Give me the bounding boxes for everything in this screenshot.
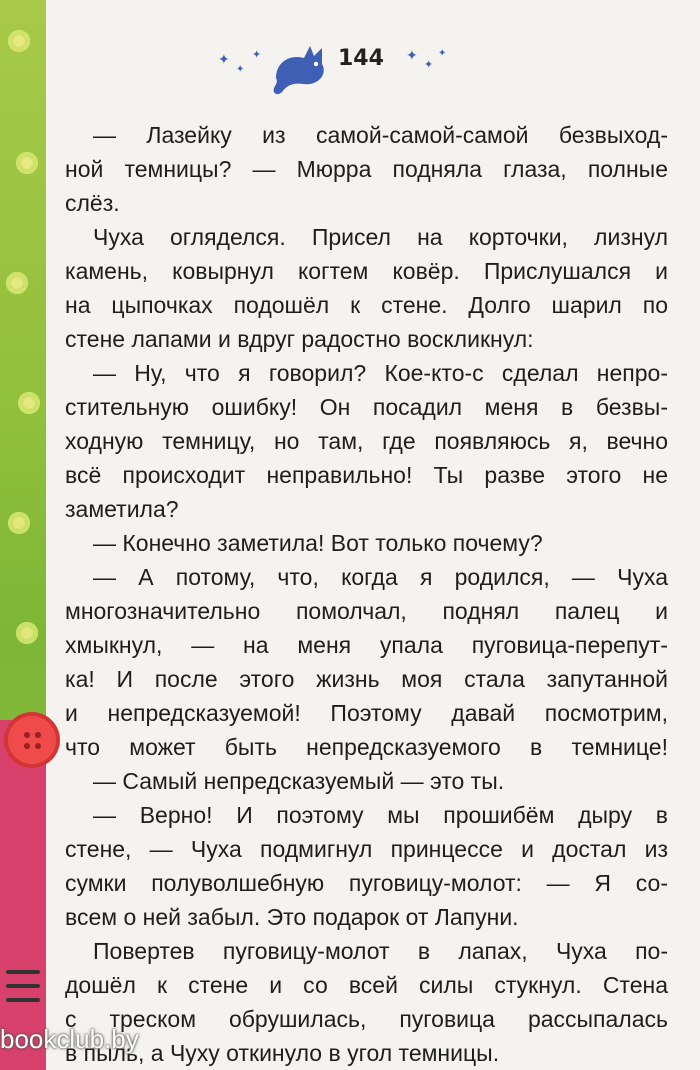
- text-line: всем о ней забыл. Это подарок от Лапуни.: [65, 904, 519, 930]
- stitch: [6, 970, 40, 974]
- text-line: стительную ошибку! Он посадил меня в безвы-: [65, 394, 668, 420]
- flower-icon: [16, 390, 42, 416]
- text-line: многозначительно помолчал, поднял палец и: [65, 598, 668, 624]
- decorative-fabric-patch: [0, 720, 46, 1070]
- flower-icon: [6, 28, 32, 54]
- star-icon: ✦: [236, 64, 245, 75]
- flower-icon: [14, 150, 40, 176]
- text-line: дошёл к стене и со всей силы стукнул. Стена: [65, 972, 668, 998]
- text-line: ной темницы? — Мюрра подняла глаза, полные: [65, 156, 668, 182]
- text-line: стене лапами и вдруг радостно воскликнул:: [65, 326, 534, 352]
- star-icon: ✦: [406, 48, 418, 64]
- text-line: и непредсказуемой! Поэтому давай посмотрим,: [65, 700, 668, 726]
- stitch: [6, 998, 40, 1002]
- text-line: сумки полуволшебную пуговицу-молот: — Я со-: [65, 870, 668, 896]
- text-line: — Верно! И поэтому мы прошибём дыру в: [93, 802, 668, 828]
- page-header: [210, 30, 470, 100]
- text-line: с треском обрушилась, пуговица рассыпалась: [65, 1006, 668, 1032]
- text-line: ходную темницу, но там, где появляюсь я, вечно: [65, 428, 668, 454]
- text-line: хмыкнул, — на меня упала пуговица-перепут-: [65, 632, 668, 658]
- text-line: камень, ковырнул когтем ковёр. Прислушался и: [65, 258, 668, 284]
- star-icon: ✦: [252, 48, 262, 61]
- star-icon: ✦: [438, 48, 447, 59]
- text-line: — Лазейку из самой-самой-самой безвыход-: [93, 122, 668, 148]
- text-line: Чуха огляделся. Присел на корточки, лизнул: [93, 224, 668, 250]
- flower-icon: [14, 620, 40, 646]
- page-number: 144: [338, 46, 384, 71]
- text-line: ка! И после этого жизнь моя стала запутанной: [65, 666, 668, 692]
- star-icon: ✦: [424, 58, 434, 71]
- sewing-button-icon: [4, 712, 60, 768]
- text-line: Повертев пуговицу-молот в лапах, Чуха по-: [93, 938, 668, 964]
- text-line: слёз.: [65, 190, 120, 216]
- text-line: всё происходит неправильно! Ты разве этого не: [65, 462, 668, 488]
- star-icon: ✦: [218, 52, 230, 68]
- watermark: bookclub.by: [0, 1024, 139, 1054]
- flower-icon: [4, 270, 30, 296]
- text-line: — А потому, что, когда я родился, — Чуха: [93, 564, 668, 590]
- text-line: — Самый непредсказуемый — это ты.: [93, 768, 505, 794]
- cat-icon: [266, 34, 332, 98]
- text-line: — Конечно заметила! Вот только почему?: [93, 530, 543, 556]
- text-line: на цыпочках подошёл к стене. Долго шарил по: [65, 292, 668, 318]
- text-line: заметила?: [65, 496, 179, 522]
- text-line: — Ну, что я говорил? Кое-кто-с сделал непро-: [93, 360, 668, 386]
- flower-icon: [6, 510, 32, 536]
- text-line: что может быть непредсказуемого в темнице!: [65, 734, 668, 760]
- text-line: в пыль, а Чуху откинуло в угол темницы.: [65, 1040, 500, 1066]
- stitch: [6, 984, 40, 988]
- text-line: стене, — Чуха подмигнул принцессе и достал из: [65, 836, 668, 862]
